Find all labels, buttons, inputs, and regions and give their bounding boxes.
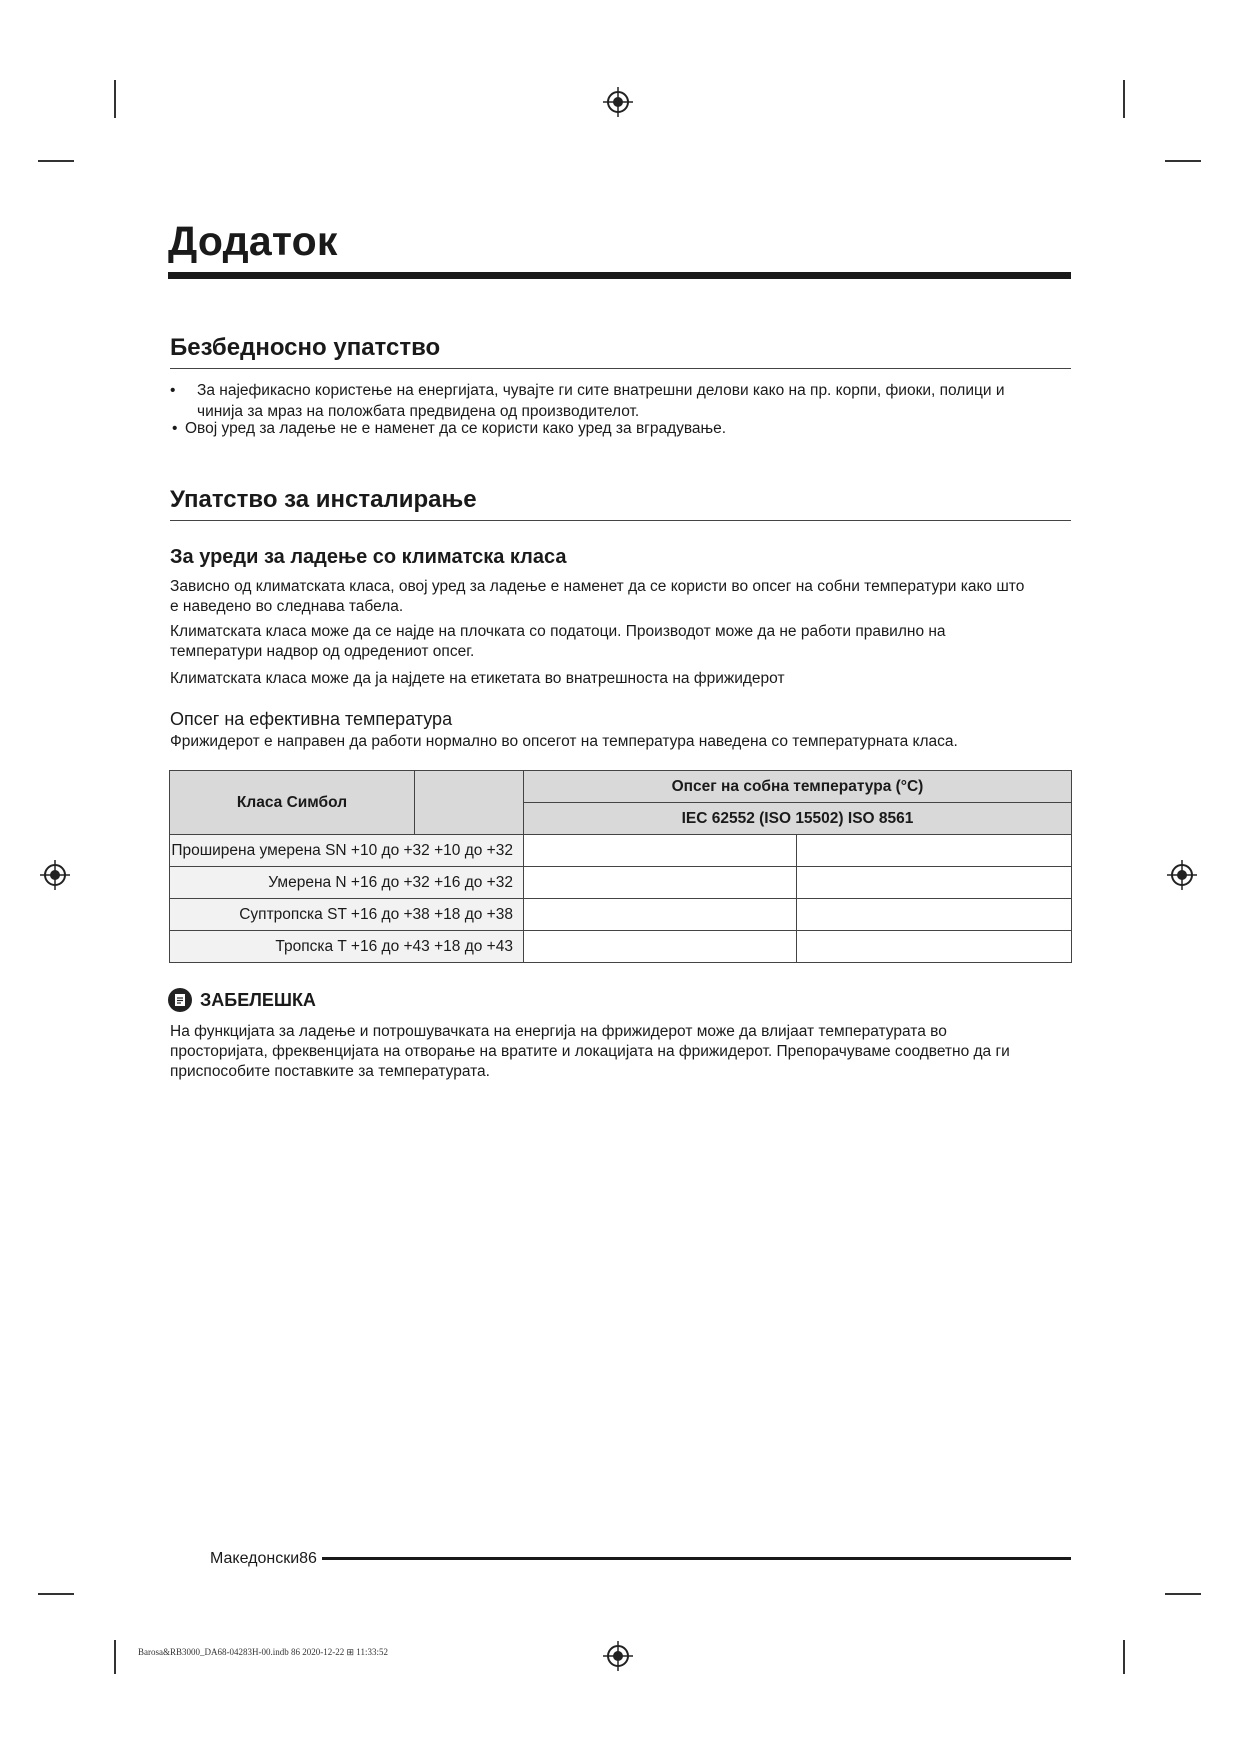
- bullet-text: чинија за мраз на положбата предвидена од производителот.: [197, 403, 640, 420]
- page-number: Македонски86: [210, 1550, 317, 1567]
- paragraph-line: приспособите поставките за температурата.: [170, 1063, 490, 1080]
- climate-heading: За уреди за ладење со климатска класа: [170, 546, 567, 568]
- crop-mark: [38, 160, 74, 162]
- registration-mark-icon: [1167, 860, 1197, 890]
- table-header-range: Опсег на собна температура (°C): [523, 771, 1071, 803]
- table-cell: [797, 835, 1072, 867]
- paragraph: [170, 577, 1090, 617]
- crop-mark: [114, 1640, 116, 1674]
- crop-mark: [114, 80, 116, 118]
- registration-mark-icon: [40, 860, 70, 890]
- table-row: [170, 899, 1072, 931]
- crop-mark: [38, 1593, 74, 1595]
- title-rule: [168, 272, 1071, 279]
- registration-mark-icon: [603, 1641, 633, 1671]
- registration-mark-icon: [603, 87, 633, 117]
- footer-rule: [322, 1557, 1071, 1560]
- page-title: Додаток: [168, 218, 338, 264]
- table-cell: Суптропска ST +16 до +38 +18 до +38: [170, 899, 524, 931]
- range-text: Фрижидерот е направен да работи нормално во опсегот на температура наведена со температурната класа.: [170, 733, 958, 750]
- crop-mark: [1165, 1593, 1201, 1595]
- table-header-row: [170, 771, 1072, 803]
- paragraph: [170, 669, 1090, 689]
- table-header-empty: [414, 771, 523, 835]
- climate-class-table: [169, 770, 1072, 963]
- crop-mark: [1123, 80, 1125, 118]
- note-title: ЗАБЕЛЕШКА: [200, 989, 316, 1010]
- table-row: [170, 835, 1072, 867]
- table-cell: [797, 899, 1072, 931]
- table-cell: [523, 867, 797, 899]
- note-text: [170, 1022, 1090, 1082]
- section-rule: [170, 368, 1071, 369]
- paragraph-line: просторијата, фреквенцијата на отворање на вратите и локацијата на фрижидерот. Препорачуваме соодветно да ги: [170, 1043, 1010, 1060]
- table-cell: [797, 931, 1072, 963]
- crop-mark: [1165, 160, 1201, 162]
- table-cell: Умерена N +16 до +32 +16 до +32: [170, 867, 524, 899]
- install-heading: Упатство за инсталирање: [170, 486, 477, 513]
- bullet-text: За најефикасно користење на енергијата, чувајте ги сите внатрешни делови како на пр. корпи, фиоки, полици и: [197, 382, 1005, 399]
- table-cell: [523, 835, 797, 867]
- crop-mark: [1123, 1640, 1125, 1674]
- safety-heading: Безбедносно упатство: [170, 334, 441, 361]
- paragraph: [170, 622, 1090, 662]
- paragraph-line: Климатската класа може да се најде на плочката со податоци. Производот може да не работи правилно на: [170, 623, 946, 640]
- table-cell: [523, 931, 797, 963]
- range-heading: Опсег на ефективна температура: [170, 709, 453, 729]
- table-row: [170, 867, 1072, 899]
- paragraph-line: Климатската класа може да ја најдете на етикетата во внатрешноста на фрижидерот: [170, 670, 785, 687]
- paragraph-line: е наведено во следнава табела.: [170, 598, 404, 615]
- table-row: [170, 931, 1072, 963]
- bullet-icon: •: [172, 420, 178, 437]
- note-heading: [168, 988, 316, 1012]
- paragraph-line: На функцијата за ладење и потрошувачката на енергија на фрижидерот може да влијаат температурата во: [170, 1023, 947, 1040]
- bullet-text: Овој уред за ладење не е наменет да се користи како уред за вградување.: [185, 420, 727, 437]
- section-rule: [170, 520, 1071, 521]
- table-header-class: Класа Симбол: [170, 771, 415, 835]
- table-cell: [523, 899, 797, 931]
- table-cell: Проширена умерена SN +10 до +32 +10 до +32: [170, 835, 524, 867]
- table-cell: Тропска T +16 до +43 +18 до +43: [170, 931, 524, 963]
- table-cell: [797, 867, 1072, 899]
- paragraph-line: Зависно од климатската класа, овој уред за ладење е наменет да се користи во опсег на собни температури како што: [170, 578, 1025, 595]
- table-header-standard: IEC 62552 (ISO 15502) ISO 8561: [523, 803, 1071, 835]
- print-slug: Barosa&RB3000_DA68-04283H-00.indb 86 2020-12-22 ⊞ 11:33:52: [138, 1647, 388, 1657]
- note-icon: [168, 988, 192, 1012]
- paragraph-line: температури надвор од одредениот опсег.: [170, 643, 475, 660]
- bullet-icon: •: [170, 382, 176, 399]
